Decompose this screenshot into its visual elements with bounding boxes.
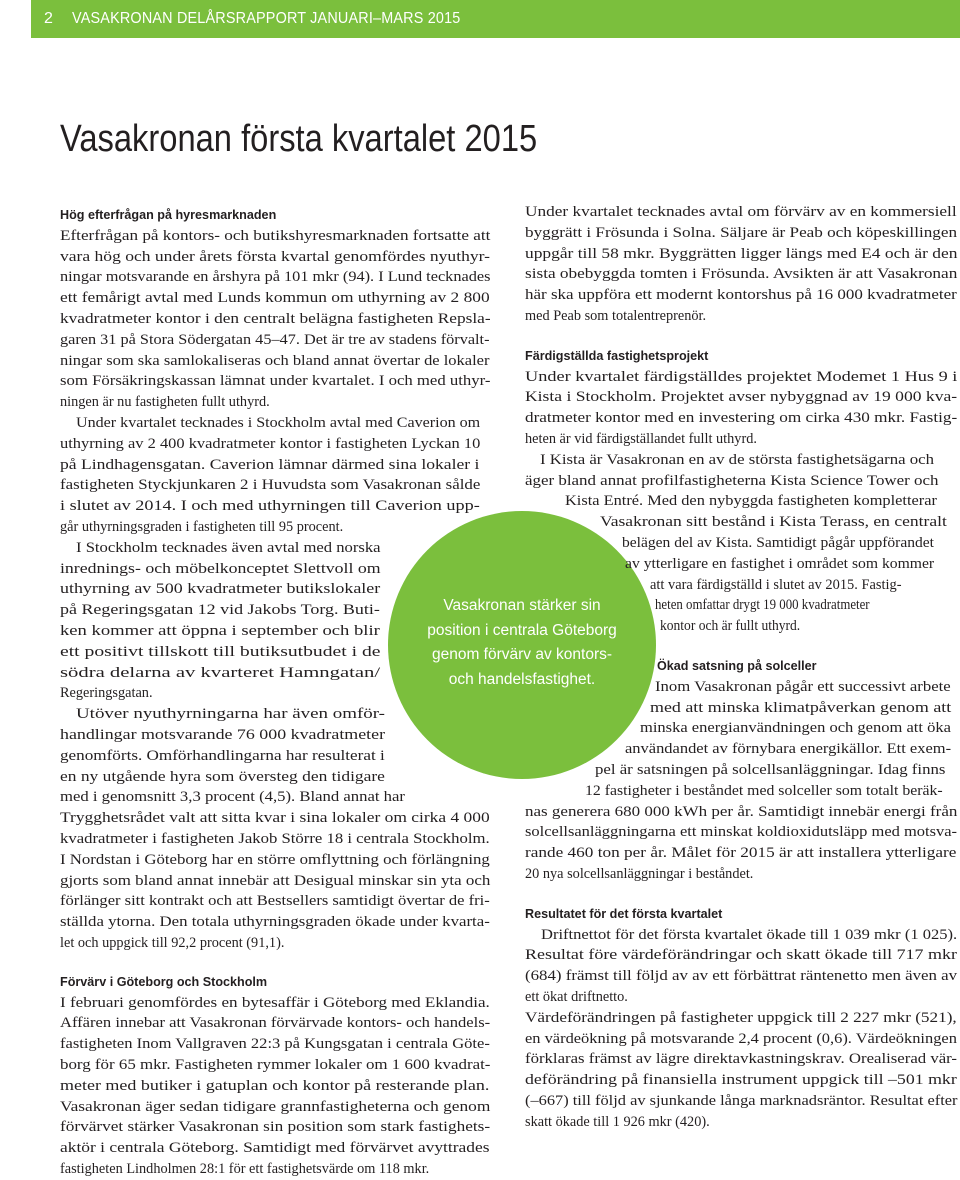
text-line: minska energianvändningen och genom att öka bbox=[640, 720, 951, 737]
text-line: på Regeringsgatan 12 vid Jakobs Torg. Buti- bbox=[60, 602, 380, 619]
text-line: I Stockholm tecknades även avtal med norska bbox=[76, 539, 381, 556]
text-line: användandet av förnybara energikällor. Ett exem- bbox=[625, 741, 952, 758]
section-heading: Ökad satsning på solceller bbox=[657, 659, 817, 673]
text-line: borg för 65 mkr. Fastigheten rymmer lokaler om 1 600 kvadrat- bbox=[60, 1057, 491, 1073]
text-line: uthyrning av 2 400 kvadratmeter kontor i fastigheten Lyckan 10 bbox=[60, 435, 481, 452]
text-line: byggrätt i Frösunda i Solna. Säljare är Peab och köpeskillingen bbox=[525, 224, 958, 241]
text-line: fastigheten Inom Vallgraven 22:3 på Kungsgatan i centrala Göte- bbox=[60, 1036, 490, 1053]
text-line: ningar som ska samlokaliseras och bland annat övertar de lokaler bbox=[60, 352, 490, 369]
text-line: ett ökat driftnetto. bbox=[525, 989, 628, 1005]
pullquote-line: position i centrala Göteborg bbox=[427, 621, 617, 639]
header-bar bbox=[31, 0, 960, 38]
text-line: förvärvet stärker Vasakronan sin position som stark fastighets- bbox=[60, 1119, 491, 1136]
text-line: av ytterligare en fastighet i området som kommer bbox=[625, 555, 935, 572]
text-line: Regeringsgatan. bbox=[60, 685, 153, 702]
text-line: 12 fastigheter i beståndet med solceller som totalt beräk- bbox=[585, 782, 943, 799]
text-line: kvadratmeter i fastigheten Jakob Större 18 i centrala Stockholm. bbox=[60, 831, 490, 847]
text-line: I Nordstan i Göteborg har en större omflyttning och förlängning bbox=[60, 851, 490, 868]
page-number: 2 bbox=[44, 10, 53, 27]
section-heading: Resultatet för det första kvartalet bbox=[525, 906, 723, 921]
text-line: Under kvartalet tecknades i Stockholm avtal med Caverion om bbox=[76, 415, 481, 431]
section-heading: Förvärv i Göteborg och Stockholm bbox=[60, 974, 268, 989]
pullquote bbox=[388, 594, 656, 692]
text-line: uthyrning av 500 kvadratmeter butikslokaler bbox=[60, 581, 381, 598]
text-line: inrednings- och möbelkonceptet Slettvoll om bbox=[60, 560, 381, 577]
text-line: med Peab som totalentreprenör. bbox=[525, 308, 707, 324]
text-line: Inom Vasakronan pågår ett successivt arbete bbox=[655, 678, 951, 695]
pullquote-line: genom förvärv av kontors- bbox=[431, 646, 613, 663]
text-line: med i genomsnitt 3,3 procent (4,5). Bland annat har bbox=[60, 789, 405, 806]
text-line: ningar motsvarande en årshyra på 101 mkr (94). I Lund tecknades bbox=[60, 269, 491, 286]
text-line: Under kvartalet tecknades avtal om förvärv av en kommersiell bbox=[525, 204, 957, 220]
text-line: deförändring på finansiella instrument uppgick till –501 mkr bbox=[525, 1072, 957, 1089]
text-line: Kista i Stockholm. Projektet avser nybyggnad av 19 000 kva- bbox=[525, 389, 958, 406]
text-line: fastigheten Lindholmen 28:1 för ett fastighetsvärde om 118 mkr. bbox=[60, 1161, 430, 1177]
text-line: ställda ytorna. Den totala uthyrningsgraden ökade under kvarta- bbox=[60, 914, 490, 931]
text-line: en ny utgående hyra som översteg den tidigare bbox=[60, 768, 385, 785]
text-line: heten är vid färdigställandet fullt uthyrd. bbox=[525, 431, 757, 447]
text-line: rande 460 ton per år. Målet för 2015 är att installera ytterligare bbox=[525, 845, 957, 862]
text-line: ken kommer att öppna i september och blir bbox=[60, 623, 380, 639]
text-line: södra delarna av kvarteret Hamngatan/ bbox=[60, 664, 381, 681]
text-line: med att minska klimatpåverkan genom att bbox=[650, 699, 952, 716]
text-line: här ska uppföra ett modernt kontorshus på 16 000 kvadratmeter bbox=[525, 287, 957, 304]
text-line: pel är satsningen på solcellsanläggningar. Idag finns bbox=[595, 762, 946, 778]
text-line: I februari genomfördes en bytesaffär i Göteborg med Eklandia. bbox=[60, 994, 490, 1011]
text-line: skatt ökade till 1 926 mkr (420). bbox=[525, 1113, 710, 1130]
text-line: meter med butiker i gatuplan och kontor på resterande plan. bbox=[60, 1077, 490, 1094]
text-line: Vasakronan sitt bestånd i Kista Terass, en centralt bbox=[600, 514, 947, 531]
text-line: att vara färdigställd i slutet av 2015. Fastig- bbox=[650, 576, 902, 593]
text-line: Affären innebar att Vasakronan förvärvade kontors- och handels- bbox=[60, 1015, 491, 1032]
text-line: Driftnettot för det första kvartalet ökade till 1 039 mkr (1 025). bbox=[541, 926, 958, 943]
text-line: ningen är nu fastigheten fullt uthyrd. bbox=[60, 394, 270, 411]
pullquote-line: Vasakronan stärker sin bbox=[443, 597, 601, 614]
pullquote-line: och handelsfastighet. bbox=[448, 670, 596, 688]
section-heading: Hög efterfrågan på hyresmarknaden bbox=[60, 208, 277, 222]
text-line: ett femårigt avtal med Lunds kommun om uthyrning av 2 800 bbox=[60, 290, 490, 307]
text-line: dratmeter kontor med en investering om cirka 430 mkr. Fastig- bbox=[525, 410, 958, 427]
text-line: solcellsanläggningarna ett minskat koldioxidutsläpp med motsva- bbox=[525, 824, 958, 841]
page-title: Vasakronan första kvartalet 2015 bbox=[60, 118, 538, 160]
text-line: ett positivt tillskott till butiksutbudet i de bbox=[60, 643, 381, 660]
text-line: uppgår till 58 mkr. Byggrätten ligger längs med E4 och är den bbox=[525, 245, 958, 262]
text-line: (–667) till följd av sjunkande långa marknadsräntor. Resultat efter bbox=[525, 1093, 958, 1109]
text-line: går uthyrningsgraden i fastigheten till 95 procent. bbox=[60, 519, 344, 535]
text-line: Resultat före värdeförändringar och skatt ökade till 717 mkr bbox=[525, 947, 957, 964]
text-line: Värdeförändringen på fastigheter uppgick till 2 227 mkr (521), bbox=[525, 1009, 957, 1026]
text-line: handlingar motsvarande 76 000 kvadratmeter bbox=[60, 727, 386, 743]
text-line: let och uppgick till 92,2 procent (91,1). bbox=[60, 935, 285, 951]
text-line: vara hög och under årets första kvartal genomfördes nyuthyr- bbox=[60, 248, 490, 265]
text-line: nas generera 680 000 kWh per år. Samtidigt innebär energi från bbox=[525, 803, 958, 820]
text-line: som Försäkringskassan lämnat under kvartalet. I och med uthyr- bbox=[60, 373, 491, 390]
text-line: Utöver nyuthyrningarna har även omför- bbox=[76, 706, 385, 723]
text-line: I Kista är Vasakronan en av de största fastighetsägarna och bbox=[540, 451, 934, 468]
text-line: gjorts som bland annat innebär att Desigual minskar sin yta och bbox=[60, 872, 491, 889]
running-title: VASAKRONAN DELÅRSRAPPORT JANUARI–MARS 2015 bbox=[72, 10, 461, 27]
text-line: en värdeökning på motsvarande 2,4 procent (0,6). Värdeökningen bbox=[525, 1030, 957, 1047]
text-line: förlänger sitt kontrakt och att Bestsellers samtidigt övertar de fri- bbox=[60, 893, 490, 910]
text-line: belägen del av Kista. Samtidigt pågår uppförandet bbox=[622, 535, 935, 551]
text-line: Vasakronan äger sedan tidigare grannfastigheterna och genom bbox=[60, 1098, 491, 1115]
text-line: (684) främst till följd av av ett förbättrat räntenetto men även av bbox=[525, 968, 958, 985]
text-line: heten omfattar drygt 19 000 kvadratmeter bbox=[655, 597, 870, 614]
text-line: Kista Entré. Med den nybyggda fastigheten kompletterar bbox=[565, 493, 937, 510]
text-line: fastigheten Styckjunkaren 2 i Huvudsta som Vasakronan sålde bbox=[60, 477, 481, 494]
text-line: aktör i centrala Göteborg. Samtidigt med förvärvet avyttrades bbox=[60, 1140, 490, 1157]
text-line: äger bland annat profilfastigheterna Kista Science Tower och bbox=[525, 472, 939, 489]
section-heading: Färdigställda fastighetsprojekt bbox=[525, 348, 709, 363]
text-line: garen 31 på Stora Södergatan 45–47. Det är tre av stadens förvalt- bbox=[60, 331, 490, 348]
text-line: kvadratmeter kontor i den centralt belägna fastigheten Repsla- bbox=[60, 311, 491, 327]
text-line: Efterfrågan på kontors- och butikshyresmarknaden fortsatte att bbox=[60, 227, 491, 244]
text-line: i slutet av 2014. I och med uthyrningen till Caverion upp- bbox=[60, 498, 480, 515]
text-line: Under kvartalet färdigställdes projektet Modemet 1 Hus 9 i bbox=[525, 368, 958, 385]
text-line: Trygghetsrådet valt att sitta kvar i sina lokaler om cirka 4 000 bbox=[60, 810, 490, 827]
text-line: på Lindhagensgatan. Caverion lämnar därmed sina lokaler i bbox=[60, 456, 480, 473]
text-line: sista obebyggda tomten i Frösunda. Avsikten är att Vasakronan bbox=[525, 266, 958, 283]
text-line: kontor och är fullt uthyrd. bbox=[660, 618, 801, 635]
text-line: förklaras främst av lägre direktavkastningskrav. Orealiserad vär- bbox=[525, 1051, 958, 1068]
text-line: genomförts. Omförhandlingarna har resulterat i bbox=[60, 747, 385, 764]
text-line: 20 nya solcellsanläggningar i beståndet. bbox=[525, 866, 754, 882]
